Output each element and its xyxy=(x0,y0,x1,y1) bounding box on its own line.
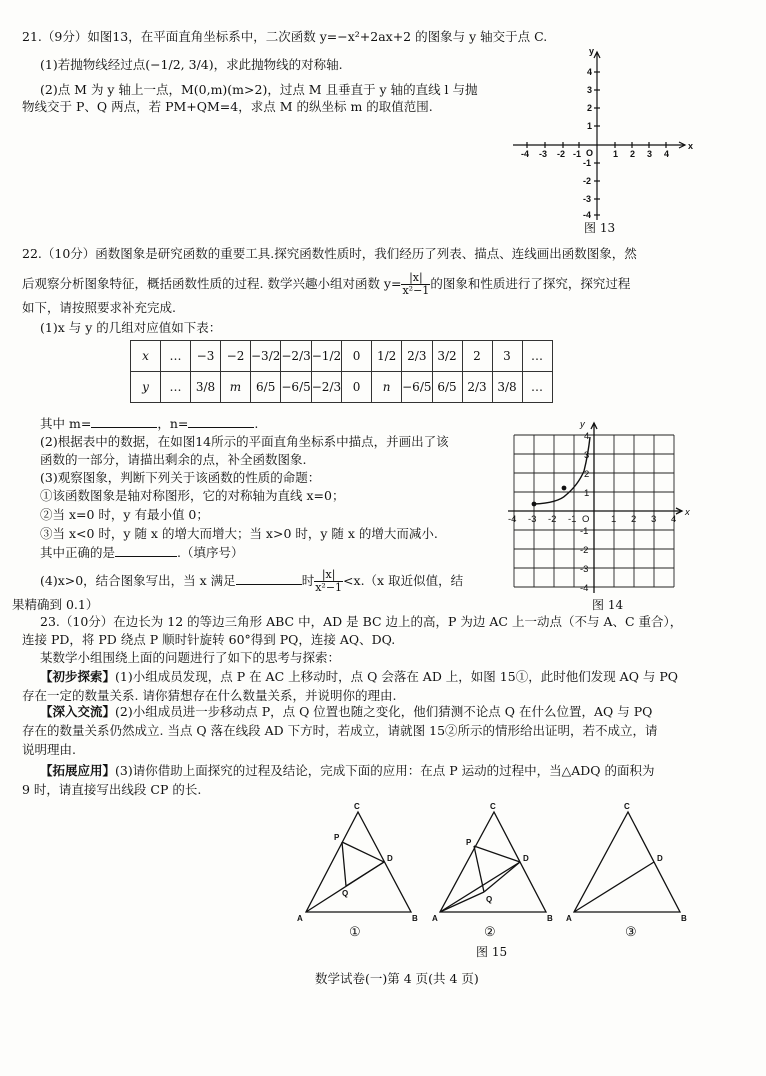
q22-line2 xyxy=(22,272,630,297)
table-row-x xyxy=(131,341,553,372)
task2-text: (2)小组成员进一步移动点 P，点 Q 位置也随之变化，他们猜测不论点 Q 在什么位置，AQ 与 PQ xyxy=(115,704,653,719)
correct-end: .（填序号） xyxy=(177,545,244,560)
figure-13-caption: 图 13 xyxy=(584,221,616,235)
figure-15-sub3: ③ xyxy=(625,925,637,940)
fig14-tick-y: -2 xyxy=(580,545,589,556)
fig13-tick-x: -2 xyxy=(557,149,566,159)
label-P: P xyxy=(466,838,472,847)
part4-text-end: <x.（x 取近似值，结 xyxy=(343,573,464,588)
q22-line2-text-end: 的图象和性质进行了探究，探究过程 xyxy=(430,276,631,291)
table-cell: m xyxy=(221,372,251,403)
table-cell: 0 xyxy=(342,372,372,403)
answer-blank-correct[interactable] xyxy=(115,556,177,557)
fig13-tick-x: 2 xyxy=(630,149,636,159)
table-cell: 6/5 xyxy=(251,372,281,403)
figure-13-axes xyxy=(505,42,695,227)
blank-label-n: ，n= xyxy=(157,416,189,431)
table-cell: −2 xyxy=(221,341,251,372)
answer-blank-n[interactable] xyxy=(188,427,254,428)
q23-line1: 23.（10分）在边长为 12 的等边三角形 ABC 中，AD 是 BC 边上的高，P 为边 AC 上一动点（不与 A、C 重合）， xyxy=(40,614,683,629)
figure-14-caption: 图 14 xyxy=(592,598,624,612)
figure-15-caption: 图 15 xyxy=(476,945,508,959)
table-cell: 1/2 xyxy=(372,341,402,372)
fig14-tick-x: -3 xyxy=(528,514,537,525)
table-cell: 6/5 xyxy=(432,372,462,403)
fig13-tick-y: 1 xyxy=(587,121,593,131)
table-cell: 2/3 xyxy=(402,341,432,372)
fig14-tick-x: 3 xyxy=(651,514,657,525)
value-table xyxy=(130,340,553,403)
fig14-tick-x: 2 xyxy=(631,514,637,525)
q23-task2-line3: 说明理由. xyxy=(22,742,76,757)
q22-part3: (3)观察图象，判断下列关于该函数的性质的命题： xyxy=(40,470,321,485)
q23-line3: 某数学小组围绕上面的问题进行了如下的思考与探索： xyxy=(40,650,341,665)
q23-task2-line2: 存在的数量关系仍然成立. 当点 Q 落在线段 AD 下方时，若成立，请就图 15②所示的情形给出证明，若不成立，请 xyxy=(22,723,658,738)
figure-15-3 xyxy=(566,800,696,925)
q23-line2: 连接 PD，将 PD 绕点 P 顺时针旋转 60°得到 PQ，连接 AQ、DQ. xyxy=(22,632,396,647)
fig13-tick-x: 3 xyxy=(647,149,653,159)
fig14-tick-x: -4 xyxy=(508,514,517,525)
table-cell: −6/5 xyxy=(402,372,432,403)
fig13-origin: O xyxy=(586,148,594,158)
fig13-tick-y: -2 xyxy=(583,176,592,186)
table-cell: −2/3 xyxy=(311,372,341,403)
table-cell: 3/2 xyxy=(432,341,462,372)
plotted-point xyxy=(532,502,537,507)
table-cell: −6/5 xyxy=(281,372,311,403)
table-cell: … xyxy=(161,341,191,372)
fig13-tick-y: -1 xyxy=(583,158,592,168)
fig13-tick-y: -4 xyxy=(583,210,592,220)
fig14-tick-y: 4 xyxy=(584,431,590,442)
figure-15-sub1: ① xyxy=(349,925,361,940)
label-C: C xyxy=(354,802,360,811)
table-cell: 2 xyxy=(462,341,492,372)
label-A: A xyxy=(432,914,438,923)
fig14-tick-y: -4 xyxy=(580,583,589,594)
tag-deeper: 【深入交流】 xyxy=(40,704,116,719)
table-cell: 3 xyxy=(492,341,522,372)
figure-15-2 xyxy=(432,800,562,925)
fig13-tick-x: -4 xyxy=(521,149,530,159)
table-cell: −1/2 xyxy=(311,341,341,372)
fig13-tick-y: 2 xyxy=(587,103,593,113)
fig13-tick-y: -3 xyxy=(583,194,592,204)
table-cell: … xyxy=(522,372,552,403)
fig13-tick-x: -3 xyxy=(539,149,548,159)
q22-line1: 22.（10分）函数图象是研究函数的重要工具.探究函数性质时，我们经历了列表、描点、连线画出函数图象，然 xyxy=(22,246,637,261)
page-footer: 数学试卷(一)第 4 页(共 4 页) xyxy=(315,971,479,986)
label-A: A xyxy=(566,914,572,923)
plotted-point xyxy=(562,486,567,491)
function-denominator: x²−1 xyxy=(402,284,430,297)
q22-blank-line xyxy=(40,416,258,432)
fig14-x-label: x xyxy=(685,507,690,518)
q22-claim1: ①该函数图象是轴对称图形，它的对称轴为直线 x=0； xyxy=(40,488,345,503)
fig14-tick-x: -1 xyxy=(568,514,577,525)
fig14-tick-y: 1 xyxy=(584,488,590,499)
label-P: P xyxy=(334,833,340,842)
q22-part4 xyxy=(40,569,463,594)
fig14-tick-x: 4 xyxy=(671,514,677,525)
label-C: C xyxy=(624,802,630,811)
q22-part4-cont: 果精确到 0.1） xyxy=(12,597,99,612)
label-B: B xyxy=(681,914,687,923)
table-cell: −2/3 xyxy=(281,341,311,372)
label-B: B xyxy=(547,914,553,923)
fig13-tick-x: -1 xyxy=(573,149,582,159)
label-Q: Q xyxy=(342,889,349,898)
answer-blank-m[interactable] xyxy=(91,427,157,428)
label-D: D xyxy=(523,854,529,863)
label-Q: Q xyxy=(486,895,493,904)
fig13-x-label: x xyxy=(688,141,694,151)
q22-claim3: ③当 x<0 时，y 随 x 的增大而增大；当 x>0 时，y 随 x 的增大而减小. xyxy=(40,526,438,541)
correct-label: 其中正确的是 xyxy=(40,545,116,560)
table-cell: −3/2 xyxy=(251,341,281,372)
q22-part1: (1)x 与 y 的几组对应值如下表： xyxy=(40,320,222,335)
function-numerator: |x| xyxy=(401,272,430,285)
table-cell: … xyxy=(161,372,191,403)
q23-task1-line2: 存在一定的数量关系. 请你猜想存在什么数量关系，并说明你的理由. xyxy=(22,688,397,703)
label-B: B xyxy=(412,914,418,923)
label-A: A xyxy=(297,914,303,923)
blank-end: . xyxy=(254,416,259,431)
q23-task1-line1 xyxy=(40,669,678,685)
part4-when: 时 xyxy=(301,573,315,588)
q21-stem: 21.（9分）如图13，在平面直角坐标系中，二次函数 y=−x²+2ax+2 的图象与 y 轴交于点 C. xyxy=(22,29,548,44)
q22-claim2: ②当 x=0 时，y 有最小值 0； xyxy=(40,507,209,522)
table-cell: 0 xyxy=(342,341,372,372)
fig13-tick-x: 1 xyxy=(613,149,619,159)
fig13-tick-y: 4 xyxy=(587,67,593,77)
fig14-tick-y: -3 xyxy=(580,564,589,575)
label-D: D xyxy=(387,854,393,863)
part4-denominator: x²−1 xyxy=(315,581,343,594)
task1-text: (1)小组成员发现，点 P 在 AC 上移动时，点 Q 会落在 AD 上，如图 15①，此时他们发现 AQ 与 PQ xyxy=(115,669,679,684)
blank-label-m: 其中 m= xyxy=(40,416,92,431)
q22-line3: 如下，请按照要求补充完成. xyxy=(22,300,176,315)
answer-blank-range[interactable] xyxy=(236,584,302,585)
task3-text: (3)请你借助上面探究的过程及结论，完成下面的应用：在点 P 运动的过程中，当△ADQ 的面积为 xyxy=(115,763,655,778)
table-cell: 3/8 xyxy=(492,372,522,403)
figure-15-sub2: ② xyxy=(484,925,496,940)
q22-part2-line2: 函数的一部分，请描出剩余的点，补全函数图象. xyxy=(40,452,307,467)
q21-part2-line1: (2)点 M 为 y 轴上一点，M(0,m)(m>2)，过点 M 且垂直于 y 轴的直线 l 与抛 xyxy=(40,82,478,97)
part4-text: (4)x>0，结合图象写出，当 x 满足 xyxy=(40,573,236,588)
label-C: C xyxy=(490,802,496,811)
fig14-tick-y: -1 xyxy=(580,526,589,537)
figure-15-1 xyxy=(296,800,426,925)
q23-task3-line2: 9 时，请直接写出线段 CP 的长. xyxy=(22,782,202,797)
fig14-tick-x: -2 xyxy=(548,514,557,525)
q22-part2-line1: (2)根据表中的数据，在如图14所示的平面直角坐标系中描点，并画出了该 xyxy=(40,434,449,449)
label-D: D xyxy=(657,854,663,863)
table-cell: n xyxy=(372,372,402,403)
table-cell: −3 xyxy=(191,341,221,372)
q21-part2-line2: 物线交于 P、Q 两点，若 PM+QM=4，求点 M 的纵坐标 m 的取值范围. xyxy=(22,99,433,114)
fig14-tick-x: 1 xyxy=(611,514,617,525)
table-cell: … xyxy=(522,341,552,372)
function-curve xyxy=(534,437,590,504)
figure-14-grid xyxy=(500,415,695,600)
table-header-x: x xyxy=(131,341,161,372)
fig14-origin: O xyxy=(582,514,590,525)
q22-correct-line xyxy=(40,545,244,561)
q22-line2-text: 后观察分析图象特征，概括函数性质的过程. 数学兴趣小组对函数 y= xyxy=(22,276,402,291)
fig13-tick-y: 3 xyxy=(587,85,593,95)
table-row-y xyxy=(131,372,553,403)
tag-preliminary: 【初步探索】 xyxy=(40,669,116,684)
q23-task2-line1 xyxy=(40,704,652,720)
q21-part1: (1)若抛物线经过点(−1/2, 3/4)，求此抛物线的对称轴. xyxy=(40,57,343,72)
part4-numerator: |x| xyxy=(314,569,343,582)
fig14-tick-y: 2 xyxy=(584,469,590,480)
q23-task3-line1 xyxy=(40,763,654,779)
fig13-tick-x: 4 xyxy=(664,149,670,159)
table-header-y: y xyxy=(131,372,161,403)
fig14-tick-y: 3 xyxy=(584,450,590,461)
fig13-y-label: y xyxy=(589,46,595,56)
fig14-y-label: y xyxy=(580,419,585,430)
table-cell: 2/3 xyxy=(462,372,492,403)
tag-application: 【拓展应用】 xyxy=(40,763,116,778)
table-cell: 3/8 xyxy=(191,372,221,403)
